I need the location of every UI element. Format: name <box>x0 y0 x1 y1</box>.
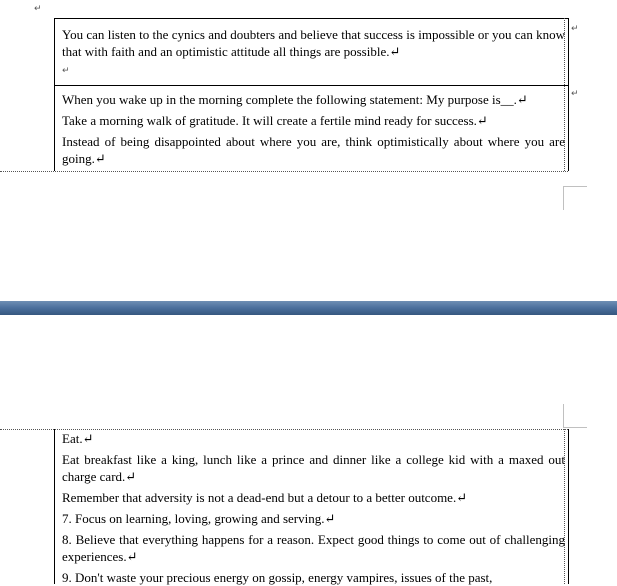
corner-mark <box>563 427 587 428</box>
cell2-paragraph-1[interactable]: When you wake up in the morning complete the following statement: My purpose is__.↵ <box>62 92 528 107</box>
corner-mark <box>563 186 564 210</box>
paragraph-mark: ↵ <box>34 4 42 14</box>
list-item[interactable]: 8. Believe that everything happens for a reason. Expect good things to come out of challenging experiences.↵ <box>62 532 565 564</box>
list-item[interactable]: Remember that adversity is not a dead-end but a detour to a better outcome.↵ <box>62 490 468 505</box>
list-item[interactable]: 7. Focus on learning, loving, growing and serving.↵ <box>62 511 336 526</box>
table-top-border <box>54 18 568 19</box>
table-left-border <box>54 18 55 171</box>
list-item[interactable]: 9. Don't waste your precious energy on gossip, energy vampires, issues of the past, <box>62 570 493 585</box>
corner-mark <box>563 404 564 428</box>
cell-end-mark: ↵ <box>571 89 579 99</box>
corner-mark <box>563 186 587 187</box>
page-gap <box>0 301 617 315</box>
cell2-paragraph-2[interactable]: Take a morning walk of gratitude. It will create a fertile mind ready for success.↵ <box>62 113 488 128</box>
table-left-border <box>54 429 55 584</box>
cell-end-mark: ↵ <box>571 24 579 34</box>
table-right-border <box>568 429 569 584</box>
table-right-border <box>568 18 569 171</box>
cell1-paragraph[interactable]: You can listen to the cynics and doubters and believe that success is impossible or you can know that with faith and an optimistic attitude all things are possible.↵ <box>62 27 565 59</box>
list-item[interactable]: Eat breakfast like a king, lunch like a prince and dinner like a college kid with a maxed out charge card.↵ <box>62 452 565 484</box>
empty-paragraph-mark: ↵ <box>62 66 70 76</box>
page-bottom-boundary <box>0 171 568 172</box>
list-item[interactable]: Eat.↵ <box>62 431 94 446</box>
cell2-paragraph-3[interactable]: Instead of being disappointed about where you are, think optimistically about where you are going.↵ <box>62 134 565 166</box>
table-row-divider <box>54 85 568 86</box>
